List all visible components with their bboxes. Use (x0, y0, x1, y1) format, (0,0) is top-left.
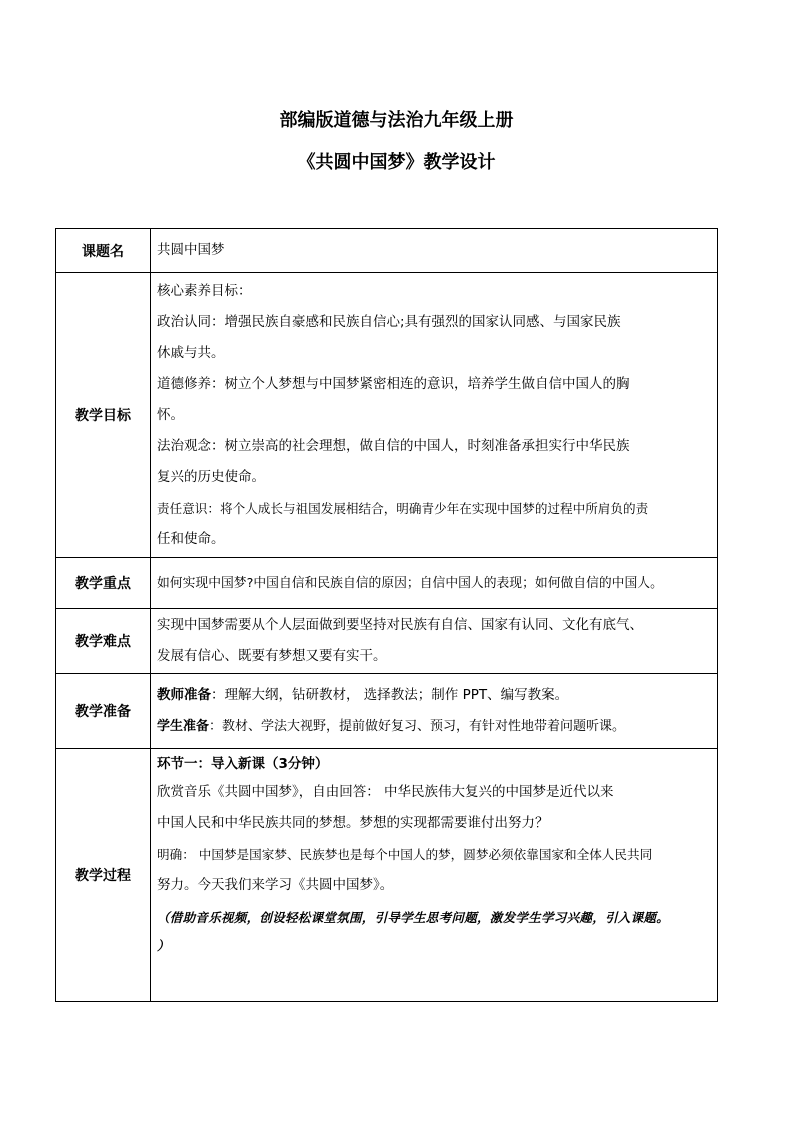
preparation-label: 教学准备 (56, 674, 151, 749)
process-line: 欣赏音乐《共圆中国梦》，自由回答： 中华民族伟大复兴的中国梦是近代以来 (157, 784, 614, 800)
difficulty-line: 发展有信心、既要有梦想又要有实干。 (157, 648, 387, 664)
table-row-preparation (56, 674, 718, 749)
goals-line: 责任意识：将个人成长与祖国发展相结合，明确青少年在实现中国梦的过程中所肩负的责 (157, 500, 649, 516)
process-note-line: （借助音乐视频，创设轻松课堂氛围，引导学生思考问题，激发学生学习兴趣，引入课题。 (157, 910, 670, 925)
lesson-plan-table (55, 228, 718, 1002)
document-title: 部编版道德与法治九年级上册 (279, 110, 514, 131)
table-row-process (56, 749, 718, 1002)
goals-label: 教学目标 (56, 273, 151, 558)
difficulty-label: 教学难点 (56, 609, 151, 674)
process-content (151, 749, 718, 1002)
goals-line: 复兴的历史使命。 (157, 468, 265, 485)
teacher-prep-text: ：理解大纲，钻研教材， 选择教法；制作 PPT、编写教案。 (211, 687, 569, 703)
process-line: 明确： 中国梦是国家梦、民族梦也是每个中国人的梦，圆梦必须依靠国家和全体人民共同 (157, 847, 653, 862)
process-line: 努力。今天我们来学习《共圆中国梦》。 (157, 877, 394, 893)
goals-line: 任和使命。 (157, 530, 225, 547)
teacher-prep-label: 教师准备 (157, 687, 211, 703)
focus-value (151, 558, 718, 609)
document-subtitle: 《共圆中国梦》教学设计 (297, 152, 496, 173)
preparation-content (151, 674, 718, 749)
goals-line: 休戚与共。 (157, 344, 225, 361)
goals-line: 政治认同：增强民族自豪感和民族自信心;具有强烈的国家认同感、与国家民族 (157, 313, 621, 330)
goals-content (151, 273, 718, 558)
focus-line: 如何实现中国梦?中国自信和民族自信的原因；自信中国人的表现；如何做自信的中国人。 (157, 575, 663, 591)
process-label: 教学过程 (56, 749, 151, 1002)
table-row-difficulty (56, 609, 718, 674)
topic-value: 共圆中国梦 (151, 229, 718, 273)
table-row-topic (56, 229, 718, 273)
topic-label: 课题名 (56, 229, 151, 273)
focus-label: 教学重点 (56, 558, 151, 609)
goals-line: 核心素养目标： (157, 282, 252, 299)
goals-line: 怀。 (157, 406, 184, 423)
student-prep-label: 学生准备 (157, 719, 210, 734)
student-prep-line (157, 711, 714, 742)
difficulty-line: 实现中国梦需要从个人层面做到要坚持对民族有自信、国家有认同、文化有底气、 (157, 617, 643, 633)
student-prep-text: ：教材、学法大视野，提前做好复习、预习，有针对性地带着问题听课。 (209, 719, 626, 734)
teacher-prep-line (157, 680, 714, 711)
table-row-goals (56, 273, 718, 558)
process-line: 中国人民和中华民族共同的梦想。梦想的实现都需要谁付出努力？ (157, 815, 549, 831)
process-section-title: 环节一：导入新课（3分钟） (157, 756, 329, 772)
goals-line: 法治观念：树立崇高的社会理想，做自信的中国人，时刻准备承担实行中华民族 (157, 437, 630, 454)
process-note-line: ） (157, 938, 170, 953)
goals-line: 道德修养：树立个人梦想与中国梦紧密相连的意识，培养学生做自信中国人的胸 (157, 375, 630, 392)
difficulty-content (151, 609, 718, 674)
table-row-focus (56, 558, 718, 609)
